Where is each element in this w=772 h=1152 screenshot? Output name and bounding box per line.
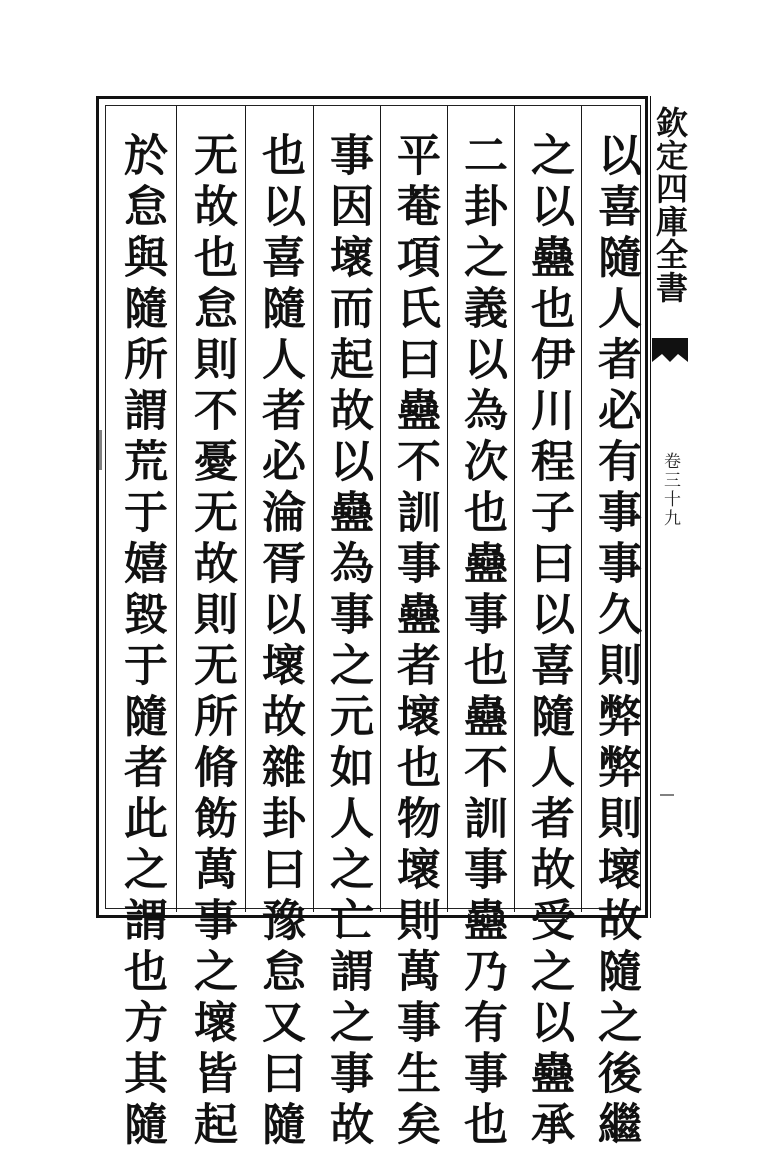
column-rule: [581, 106, 582, 912]
column-text: 以喜隨人者必有事事久則弊弊則壞故隨之後繼: [590, 132, 641, 1152]
text-column-7: [182, 132, 240, 1152]
scan-mark: [660, 794, 674, 796]
header-title: 欽定四庫全書: [651, 106, 689, 304]
column-text: 二卦之義以為次也蠱事也蠱不訓事蠱乃有事也: [456, 132, 507, 1152]
volume-number: 卷三十九: [660, 452, 680, 528]
column-rule: [313, 106, 314, 912]
column-rule: [514, 106, 515, 912]
text-column-6: [250, 132, 308, 1152]
column-text: 平菴項氏曰蠱不訓事蠱者壞也物壞則萬事生矣: [389, 132, 440, 1152]
text-column-5: [318, 132, 376, 1152]
column-rule: [245, 106, 246, 912]
fishtail-mark-icon: [650, 336, 690, 366]
text-column-3: [452, 132, 510, 1152]
column-text: 事因壞而起故以蠱為事之元如人之亡謂之事故: [322, 132, 373, 1152]
margin-title: [652, 106, 688, 304]
column-rule: [380, 106, 381, 912]
column-rule: [176, 106, 177, 912]
text-column-2: [519, 132, 577, 1152]
column-text: 之以蠱也伊川程子曰以喜隨人者故受之以蠱承: [523, 132, 574, 1152]
text-column-4: [385, 132, 443, 1152]
column-text: 无故也怠則不憂无故則无所脩飭萬事之壞皆起: [186, 132, 237, 1152]
column-rule: [447, 106, 448, 912]
column-text: 於怠與隨所謂荒于嬉毀于隨者此之謂也方其隨: [116, 132, 167, 1152]
text-column-1: [586, 132, 644, 1152]
column-text: 也以喜隨人者必淪胥以壞故雜卦曰豫怠又曰隨: [254, 132, 305, 1152]
volume-label: [656, 452, 684, 528]
text-column-8: [112, 132, 170, 1152]
scan-mark: [98, 430, 102, 470]
